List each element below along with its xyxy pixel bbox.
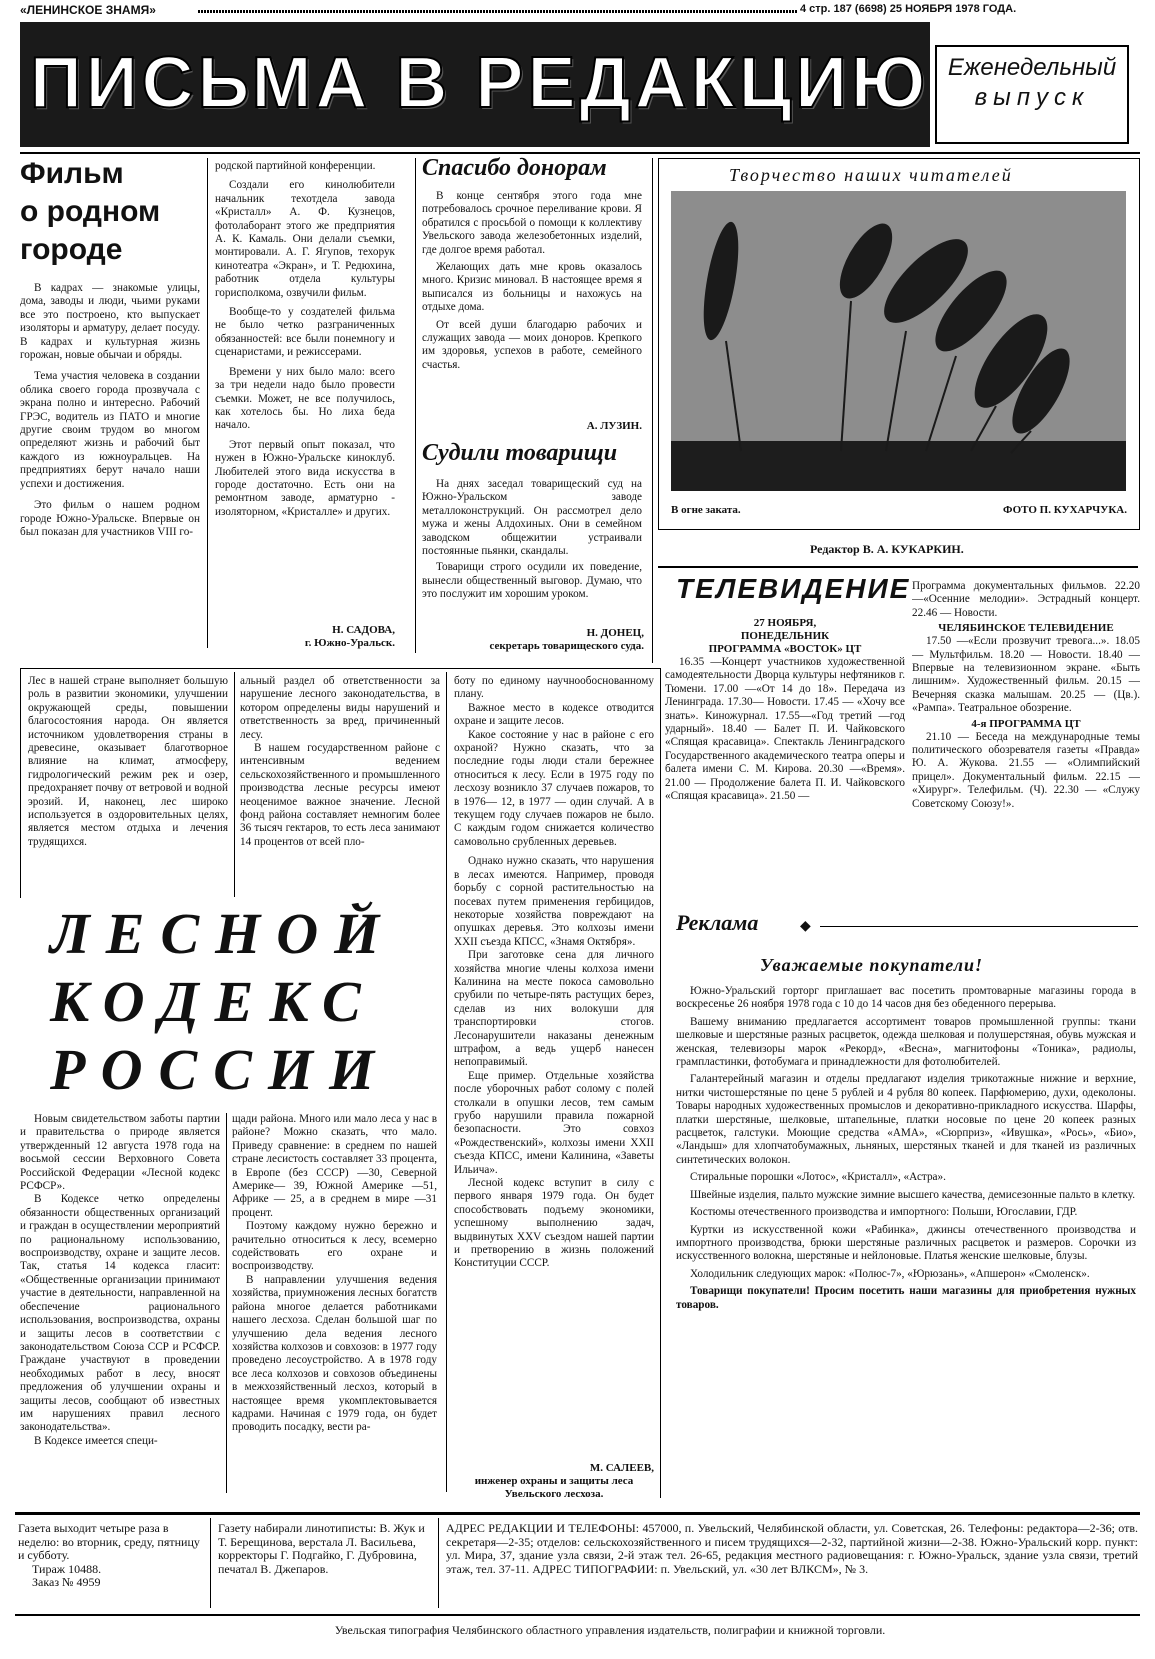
forest-intro-col2 xyxy=(240,675,440,897)
court-signature-name: Н. ДОНЕЦ, xyxy=(586,627,644,639)
col-divider xyxy=(226,1113,227,1493)
forest-col3 xyxy=(454,675,654,1460)
forest-top-rule xyxy=(20,668,660,669)
ads-title: Реклама xyxy=(676,910,759,935)
col-divider xyxy=(207,158,208,648)
forest-signature xyxy=(454,1462,654,1502)
film-para: В кадрах — знакомые улицы, дома, заводы и люди, чьими руками все это построено, кто выпускает изоляторы и арматуру, делает посуду. В кадрах и культурная жизнь горожан, новые обычаи и обряды. xyxy=(20,282,200,362)
footer-top-rule xyxy=(15,1512,1140,1515)
forest-col2 xyxy=(232,1113,437,1498)
forest-title-line2: КОДЕКС xyxy=(50,969,377,1034)
forest-para: В Кодексе четко определены обязанности общественных организаций и граждан в осуществлении мероприятий по рациональному использованию, воспроизводству, охране и защите лесов. Так, статья 14 кодекса гласит: «Общественные организации принимают участие в деятельности, направленной на обеспечение рационального использования, воспроизводства, охраны и защиты лесов в соответствии с законодательством Союза ССР и РСФСР. Граждане участвуют в проведении необходимых работ в лесу, вносят предложения об улучшении охраны и защиты лесов, сообщают об известных им нарушениях правил лесного законодательства». xyxy=(20,1193,220,1434)
donors-para: В конце сентября этого года мне потребовалось срочное переливание крови. Я обратился с просьбой о помощи к коллективу Увельского завода железобетонных изделий, где долгое время работал. xyxy=(422,190,642,256)
film-para: Тема участия человека в создании облика своего города прозвучала с экрана полно и интересно. Рабочий ГРЭС, водитель из ПАТО и многие другие своим трудом во многом определяют жизнь и рабочий быт каждого из южноуральцев. На предприятиях берут начало наши успехи и достижения. xyxy=(20,370,200,490)
tv-program3: 4-я ПРОГРАММА ЦТ xyxy=(971,717,1081,730)
header-rule xyxy=(198,10,798,13)
forest-left-border xyxy=(20,668,21,898)
forest-para: В направлении улучшения ведения хозяйства, приумножения лесных богатств района многое делается работниками нашего лесхоза. Сделан большой шаг по улучшению дела ведения лесного хозяйства колхозов и совхозов: в 1977 году проведено лесоустройство. А в 1978 году все леса колхозов и совхозов объединены в межхозяйственный лесхоз, который в настоящее время укомплектовывается кадрами. Начиная с 1979 года, он будет проводить посадку, вести ра- xyxy=(232,1273,437,1434)
tv-col2-top: Программа документальных фильмов. 22.20 —«Осенние мелодии». Эстрадный концерт. 22.46 — Новости. xyxy=(912,580,1140,619)
tv-top-rule xyxy=(658,566,1138,568)
tv-date: 27 НОЯБРЯ, xyxy=(753,617,817,629)
footer-divider xyxy=(438,1518,439,1608)
forest-para: щади района. Много или мало леса у нас в районе? Можно сказать, что мало. Приведу сравнение: в среднем по нашей стране лесистость составляет 33 процента, в Европе (без СССР) —30, Северной Америке— 39, Южной Америке —51, Африке — 25, а в среднем в мире —31 процент. xyxy=(232,1113,437,1219)
forest-title-line3: РОССИИ xyxy=(50,1037,391,1102)
footer-schedule: Газета выходит четыре раза в неделю: во вторник, среду, пятницу и субботу. xyxy=(18,1522,200,1562)
tv-day: ПОНЕДЕЛЬНИК xyxy=(740,630,830,642)
forest-para: Однако нужно сказать, что нарушения в лесах имеются. Например, проводя борьбу с сорной растительностью на посевах путем применения гербицидов, некоторые хозяйства повреждают на опушках деревья. Это колхозы имени XXII съезда КПСС, «Знамя Октября». xyxy=(454,855,654,948)
ads-rule xyxy=(820,926,1138,927)
tv-program2-text: 17.50 —«Если прозвучит тревога...». 18.05 — Мультфильм. 18.20 — Новости. 18.40 — Впервые на телевизионном экране. «Быть лишним». Художественный фильм. 20.15 — Вечерняя сказка малышам. 20.25 — (Цв.). «Рампа». Театральное обозрение. xyxy=(912,635,1140,715)
photo-credit: ФОТО П. КУХАРЧУКА. xyxy=(1003,504,1127,516)
footer-col3: АДРЕС РЕДАКЦИИ И ТЕЛЕФОНЫ: 457000, п. Увельский, Челябинской области, ул. Советская, 26. Телефоны: редактора—2-36; отв. секретаря—2-35; отделов: сельскохозяйственного и писем трудящихся—2-32, партийной жизни—2-38. Южно-Уральский корр. пункт: ул. Мира, 37, здание узла связи, 2-й этаж тел. 26-65, редакция местного радиовещания: г. Южно-Уральск, здание узла связи, третий этаж, тел. 37-11. АДРЕС ТИПОГРАФИИ: п. Увельский, ул. «30 лет ВЛКСМ», № 3. xyxy=(446,1522,1138,1576)
forest-title-line1: ЛЕСНОЙ xyxy=(50,901,396,966)
masthead-banner xyxy=(20,22,930,147)
ads-body xyxy=(676,985,1136,1417)
film-signature-place: г. Южно-Уральск. xyxy=(304,637,395,649)
donors-para: Желающих дать мне кровь оказалось много. Кризис миновал. В настоящее время я выписался из больницы и нахожусь на отдыхе дома. xyxy=(422,261,642,314)
footer-order: Заказ № 4959 xyxy=(32,1575,101,1589)
footer-col2: Газету набирали линотиписты: В. Жук и Т. Берещинова, верстала Л. Васильева, корректоры Г. Подгайко, Г. Дубровина, печатал В. Джепаров. xyxy=(218,1522,425,1576)
forest-para: альный раздел об ответственности за нарушение лесного законодательства, в котором определены виды нарушений и ответственность за вред, причиненный лесу. xyxy=(240,675,440,741)
footer-circulation: Тираж 10488. xyxy=(32,1561,102,1576)
court-title: Судили товарищи xyxy=(422,440,618,466)
forest-col1 xyxy=(20,1113,220,1498)
court-body xyxy=(422,478,642,628)
masthead-title: ПИСЬМА В РЕДАКЦИЮ xyxy=(30,43,930,123)
ads-subtitle: Уважаемые покупатели! xyxy=(760,955,984,975)
film-signature-name: Н. САДОВА, xyxy=(332,624,395,636)
weekly-box xyxy=(935,45,1129,144)
film-para: Вообще-то у создателей фильма не было четко разграниченных обязанностей: все были понемногу и сценаристами, и режиссерами. xyxy=(215,306,395,359)
film-para: родской партийной конференции. xyxy=(215,160,376,172)
forest-para: Новым свидетельством заботы партии и правительства о природе является утвержденный 12 августа 1978 года на восьмой сессии Верховного Совета Российской Федерации «Лесной кодекс РСФСР». xyxy=(20,1113,220,1193)
editor-credit: Редактор В. А. КУКАРКИН. xyxy=(810,543,964,556)
tv-col2 xyxy=(912,580,1140,910)
forest-intro-col1: Лес в нашей стране выполняет большую роль в развитии экономики, улучшении окружающей среды, повышении благосостояния народа. Он является источником удовлетворения страны в древесине, оказывает благотворное влияние на климат, атмосферу, гидрологический режим рек и озер, предохраняет почву от ветровой и водной эрозий. И, наконец, лес широко используется в оздоровительных целях, является местом отдыха и лечения трудящихся. xyxy=(28,675,228,848)
film-title xyxy=(20,155,190,280)
photo-heading: Творчество наших читателей xyxy=(729,165,1013,185)
court-signature-role: секретарь товарищеского суда. xyxy=(489,640,644,652)
donors-para: От всей души благодарю рабочих и служащих завода — моих доноров. Крепкого им здоровья, успехов в работе, семейного счастья. xyxy=(422,318,642,371)
film-title-line1: Фильм xyxy=(20,157,124,190)
ads-para: Швейные изделия, пальто мужские зимние высшего качества, демисезонные пальто в клетку. xyxy=(690,1188,1136,1201)
col-divider xyxy=(415,158,416,653)
col-divider xyxy=(660,668,661,1498)
footer-divider xyxy=(210,1518,211,1608)
issue-info: 4 стр. 187 (6698) 25 НОЯБРЯ 1978 ГОДА. xyxy=(800,3,1017,15)
tv-program1: ПРОГРАММА «ВОСТОК» ЦТ xyxy=(708,643,862,655)
ads-para: Холодильник следующих марок: «Полюс-7», «Юрюзань», «Апшерон» «Смоленск». xyxy=(690,1267,1090,1280)
weekly-line1: Еженедельный xyxy=(947,54,1117,81)
printer-info: Увельская типография Челябинского областного управления издательств, полиграфии и книжной торговли. xyxy=(334,1624,886,1637)
photo-frame xyxy=(658,158,1140,530)
forest-para: Еще пример. Отдельные хозяйства после уборочных работ солому с полей столкали в опушки лесов, тем самым грубо нарушили правила пожарной безопасности. Это совхоз «Рождественский», колхозы имени XXII съезда КПСС, имени Калинина, «Заветы Ильича». xyxy=(454,1069,654,1176)
film-para: Этот первый опыт показал, что нужен в Южно-Уральске киноклуб. Любителей этого вида искусства в городе достаточно. Есть они на ремонтном заводе, арматурно - изоляторном, «Кристалле» и других. xyxy=(215,438,395,518)
court-para: На днях заседал товарищеский суд на Южно-Уральском заводе металлоконструкций. Он рассмотрел дело мужа и жены Алдохиных. Они в семейном заводском общежитии устраивали постоянные пьянки, скандалы. xyxy=(422,478,642,558)
ads-para: Вашему вниманию предлагается ассортимент товаров промышленной группы: ткани шелковые и шерстяные разных расцветок, одежда шелковая и полушерстяная, обувь мужская и женская, телевизоры марок «Рекорд», «Весна», магнитофоны «Тоника», радиолы, грампластинки, фотобумага и принадлежности для фотолюбителей. xyxy=(676,1015,1136,1069)
tv-program3-text: 21.10 — Беседа на международные темы политического обозревателя газеты «Правда» Ю. А. Жукова. 21.55 — «Олимпийский прицел». Документальный фильм. 22.15 — «Хирург». Телефильм. (Ч). 22.30 — «Служу Советскому Союзу!». xyxy=(912,730,1140,810)
ads-para: Южно-Уральский горторг приглашает вас посетить промтоварные магазины города в воскресенье 26 ноября 1978 года с 10 до 14 часов дня без обеденного перерыва. xyxy=(676,985,1136,1011)
film-col1 xyxy=(20,282,200,650)
footer-col1 xyxy=(18,1522,200,1607)
film-title-line2: о родном xyxy=(20,195,161,228)
tv-col1 xyxy=(665,617,905,907)
forest-para: Какое состояние у нас в районе с его охраной? Нужно сказать, что за последние годы люди стали бережнее относиться к лесу. Если в 1975 году по лесхозу возникло 37 случаев пожаров, то в 1976— 12, в 1977 — один случай. А в текущем году случаев пожаров не было. С каждым годом снижается количество самовольно срубленных деревьев. xyxy=(454,728,654,848)
ads-para: Костюмы отечественного производства и импортного: Польши, Югославии, ГДР. xyxy=(690,1206,1078,1219)
footer-bottom-rule xyxy=(15,1614,1140,1616)
paper-name: «ЛЕНИНСКОЕ ЗНАМЯ» xyxy=(20,3,156,17)
forest-signature-name: М. САЛЕЕВ, xyxy=(589,1462,654,1474)
forest-para: Поэтому каждому нужно бережно и рачительно относиться к лесу, всемерно содействовать его охране и воспроизводству. xyxy=(232,1220,437,1273)
donors-title: Спасибо донорам xyxy=(422,155,607,181)
film-title-line3: городе xyxy=(20,233,123,266)
film-para: Времени у них было мало: всего за три недели надо было провести съемки. Может, не все получилось, как хотелось бы. Но лиха беда начало. xyxy=(215,365,395,432)
col-divider xyxy=(652,158,653,663)
donors-body xyxy=(422,190,642,412)
tv-program1-text: 16.35 —Концерт участников художественной самодеятельности Дворца культуры нефтяников г. Тюмени. 17.00 —«От 14 до 18». Передача из Ленинграда. 17.30— Новости. 17.45 — «Хочу все знать». Киножурнал. 17.55—«Год третий —год ударный». 18.40 — Балет П. И. Чайковского «Спящая красавица». Спектакль Ленинградского Государственного академического театра оперы и балета имени С. М. Кирова. 20.30 —«Время». 21.00 — Продолжение балета П. И. Чайковского «Спящая красавица». 21.50 — xyxy=(665,656,905,803)
film-col2 xyxy=(215,160,395,622)
ads-para: Куртки из искусственной кожи «Рабинка», джинсы отечественного производства и импортного производства, брюки шерстяные различных расцветок и размеров. Сорочки из искусственного волокна, шерстяные и нейлоновые. Платья женские шелковые, блузы. xyxy=(676,1223,1136,1263)
forest-para: При заготовке сена для личного хозяйства многие члены колхоза имени Калинина на месте покоса самовольно срубили по четыре-пять растущих берез, сделав из них волокуши для транспортировки стогов. Лесонарушители наказаны денежным штрафом, а ведь ущерб нанесен непоправимый. xyxy=(454,949,654,1069)
ads-para: Галантерейный магазин и отделы предлагают изделия трикотажные нижние и верхние, нитки чистошерстяные по цене 5 рублей и 4 рубля 80 копеек. Парфюмерию, духи, одеколоны. Товары народных художественных промыслов и декоративно-прикладного искусства. Шарфы, платки шерстяные, шелковые, штапельные, платки носовые по цене 20 копеек разных расцветок, галстуки. Моющие средства «АМА», «Сюрприз», «Ивушка», «Рось», «Био», «Ландыш» для хлопчатобумажных, льняных, шерстяных тканей и для тканей из различных синтетических волокон. xyxy=(676,1073,1136,1166)
forest-para: Лесной кодекс вступит в силу с первого января 1979 года. Он будет способствовать подъему экономики, успешному выполнению задач, выдвинутых XXV съездом нашей партии и претворению в жизнь положений Конституции СССР. xyxy=(454,1177,654,1270)
forest-para: боту по единому научнообоснованному плану. xyxy=(454,675,654,701)
ads-diamond-icon: ◆ xyxy=(800,919,811,932)
tv-title: ТЕЛЕВИДЕНИЕ xyxy=(676,573,911,604)
forest-para: Важное место в кодексе отводится охране и защите лесов. xyxy=(454,701,654,728)
court-signature xyxy=(422,627,644,655)
film-para: Это фильм о нашем родном городе Южно-Уральске. Впервые он был показан для участников VIII го- xyxy=(20,499,200,538)
donors-signature: А. ЛУЗИН. xyxy=(586,420,642,432)
col-divider xyxy=(234,672,235,897)
ads-closing: Товарищи покупатели! Просим посетить наши магазины для приобретения нужных товаров. xyxy=(676,1285,1136,1311)
forest-para: В Кодексе имеется специ- xyxy=(34,1434,158,1447)
film-signature xyxy=(215,624,395,652)
weekly-line2: выпуск xyxy=(974,84,1090,111)
reeds-image xyxy=(671,191,1126,491)
ads-para: Стиральные порошки «Лотос», «Кристалл», «Астра». xyxy=(690,1171,946,1184)
forest-title xyxy=(40,900,440,1110)
photo-caption: В огне заката. xyxy=(671,504,741,516)
forest-para: В нашем государственном районе с интенсивным ведением сельскохозяйственного и промышленного производства лесные ресурсы имеют неоценимое важное значение. Лесной фонд района составляет немногим более 36 тысяч гектаров, то есть леса занимают 14 процентов от всей пло- xyxy=(240,742,440,848)
film-para: Создали его кинолюбители начальник техотдела завода «Кристалл» А. Ф. Кузнецов, фотолаборант этого же предприятия А. К. Камаль. Они делали съемки, монтировали. А. Г. Ягупов, техорук кинотеатра «Экран», и Т. Редюхина, работник отдела культуры горисполкома, озвучили фильм. xyxy=(215,179,395,299)
masthead-rule xyxy=(20,152,1140,154)
reeds-photo xyxy=(671,191,1126,491)
forest-signature-role: инженер охраны и защиты леса Увельского лесхоза. xyxy=(474,1475,634,1500)
col-divider xyxy=(446,672,447,1492)
tv-program2: ЧЕЛЯБИНСКОЕ ТЕЛЕВИДЕНИЕ xyxy=(938,622,1114,635)
court-para: Товарищи строго осудили их поведение, вынесли общественный выговор. Думаю, что это послужит им хорошим уроком. xyxy=(422,561,642,601)
